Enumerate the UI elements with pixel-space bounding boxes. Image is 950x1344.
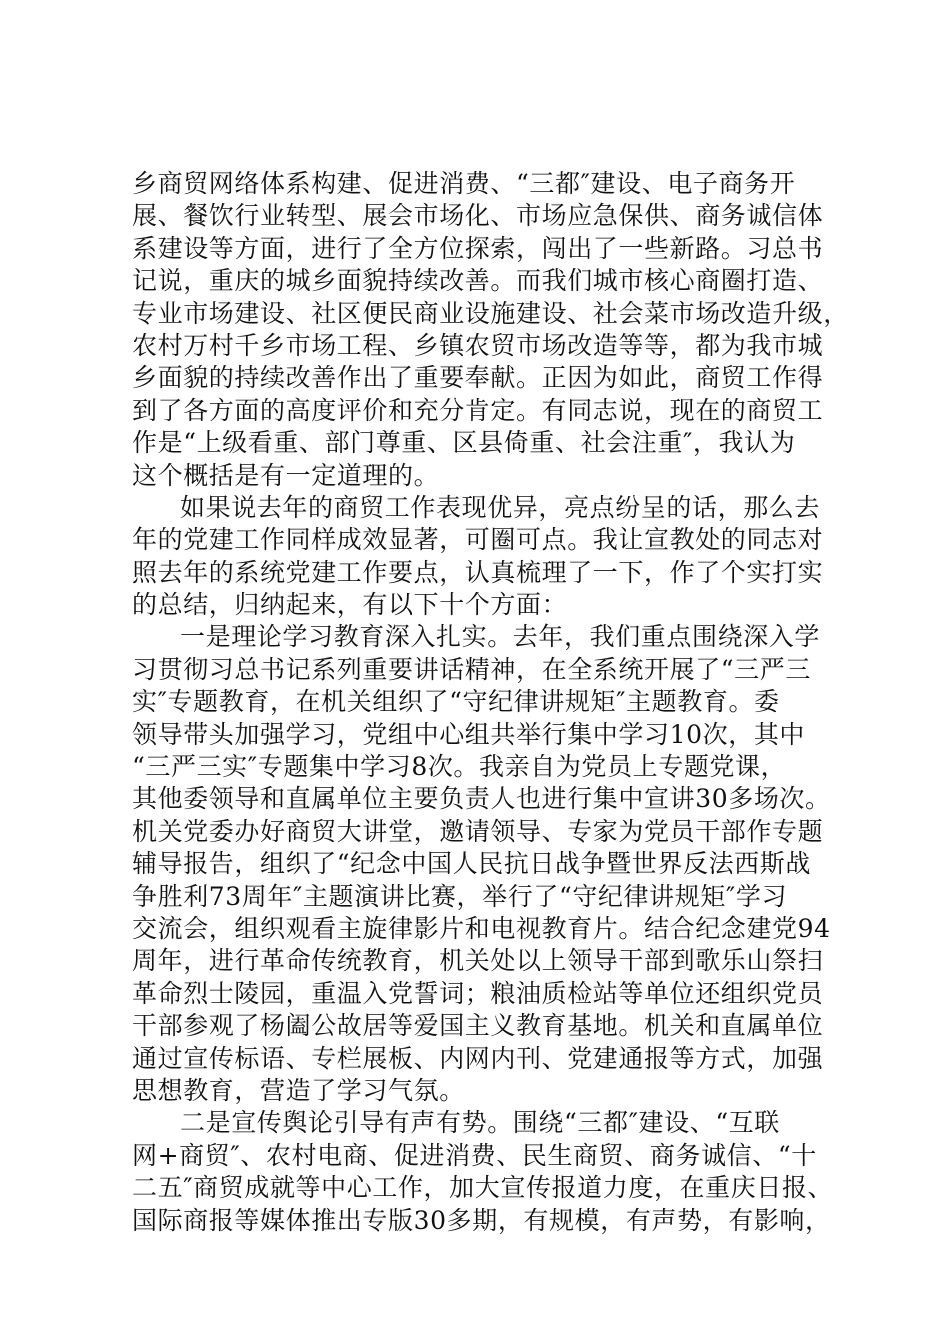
- text-line: 其他委领导和直属单位主要负责人也进行集中宣讲30多场次。: [132, 784, 831, 814]
- text-line: 交流会，组织观看主旋律影片和电视教育片。结合纪念建党94: [132, 913, 831, 943]
- text-line: 机关党委办好商贸大讲堂，邀请领导、专家为党员干部作专题: [132, 816, 824, 846]
- text-line: 实″专题教育，在机关组织了“守纪律讲规矩″主题教育。委: [132, 687, 780, 717]
- paragraph-first-line: 如果说去年的商贸工作表现优异，亮点纷呈的话，那么去: [180, 492, 821, 522]
- text-line: 这个概括是有一定道理的。: [132, 460, 440, 490]
- text-line: “三严三实″专题集中学习8次。我亲自为党员上专题党课，: [132, 752, 787, 782]
- text-line: 年的党建工作同样成效显著，可圈可点。我让宣教处的同志对: [132, 525, 824, 555]
- text-line: 的总结，归纳起来，有以下十个方面：: [132, 590, 568, 620]
- text-line: 通过宣传标语、专栏展板、内网内刊、党建通报等方式，加强: [132, 1043, 824, 1073]
- text-line: 作是“上级看重、部门尊重、区县倚重、社会注重″，我认为: [132, 428, 796, 458]
- text-line: 专业市场建设、社区便民商业设施建设、社会菜市场改造升级，: [132, 298, 849, 328]
- paragraph-first-line: 一是理论学习教育深入扎实。去年，我们重点围绕深入学: [180, 622, 821, 652]
- text-line: 到了各方面的高度评价和充分肯定。有同志说，现在的商贸工: [132, 395, 824, 425]
- text-line: 思想教育，营造了学习气氛。: [132, 1075, 465, 1105]
- text-line: 习贯彻习总书记系列重要讲话精神，在全系统开展了“三严三: [132, 654, 811, 684]
- paragraph-first-line: 二是宣传舆论引导有声有势。围绕“三都″建设、“互联: [180, 1108, 780, 1138]
- text-line: 乡面貌的持续改善作出了重要奉献。正因为如此，商贸工作得: [132, 363, 824, 393]
- text-line: 记说，重庆的城乡面貌持续改善。而我们城市核心商圈打造、: [132, 266, 824, 296]
- text-line: 领导带头加强学习，党组中心组共举行集中学习10次，其中: [132, 719, 806, 749]
- text-line: 展、餐饮行业转型、展会市场化、市场应急保供、商务诚信体: [132, 201, 824, 231]
- text-line: 乡商贸网络体系构建、促进消费、“三都″建设、电子商务开: [132, 169, 796, 198]
- text-line: 革命烈士陵园，重温入党誓词；粮油质检站等单位还组织党员: [132, 978, 824, 1008]
- text-line: 争胜利73周年″主题演讲比赛，举行了“守纪律讲规矩″学习: [132, 881, 788, 911]
- text-line: 农村万村千乡市场工程、乡镇农贸市场改造等等，都为我市城: [132, 330, 824, 360]
- text-line: 国际商报等媒体推出专版30多期，有规模，有声势，有影响，: [132, 1205, 831, 1235]
- text-line: 网+商贸″、农村电商、促进消费、民生商贸、商务诚信、“十: [132, 1140, 817, 1170]
- text-line: 周年，进行革命传统教育，机关处以上领导干部到歌乐山祭扫: [132, 946, 824, 976]
- text-line: 辅导报告，组织了“纪念中国人民抗日战争暨世界反法西斯战: [132, 849, 811, 879]
- text-line: 二五″商贸成就等中心工作，加大宣传报道力度，在重庆日报、: [132, 1173, 834, 1203]
- body-text: [132, 168, 849, 1237]
- text-line: 干部参观了杨阖公故居等爱国主义教育基地。机关和直属单位: [132, 1011, 824, 1041]
- text-line: 照去年的系统党建工作要点，认真梳理了一下，作了个实打实: [132, 557, 824, 587]
- text-line: 系建设等方面，进行了全方位探索，闯出了一些新路。习总书: [132, 233, 824, 263]
